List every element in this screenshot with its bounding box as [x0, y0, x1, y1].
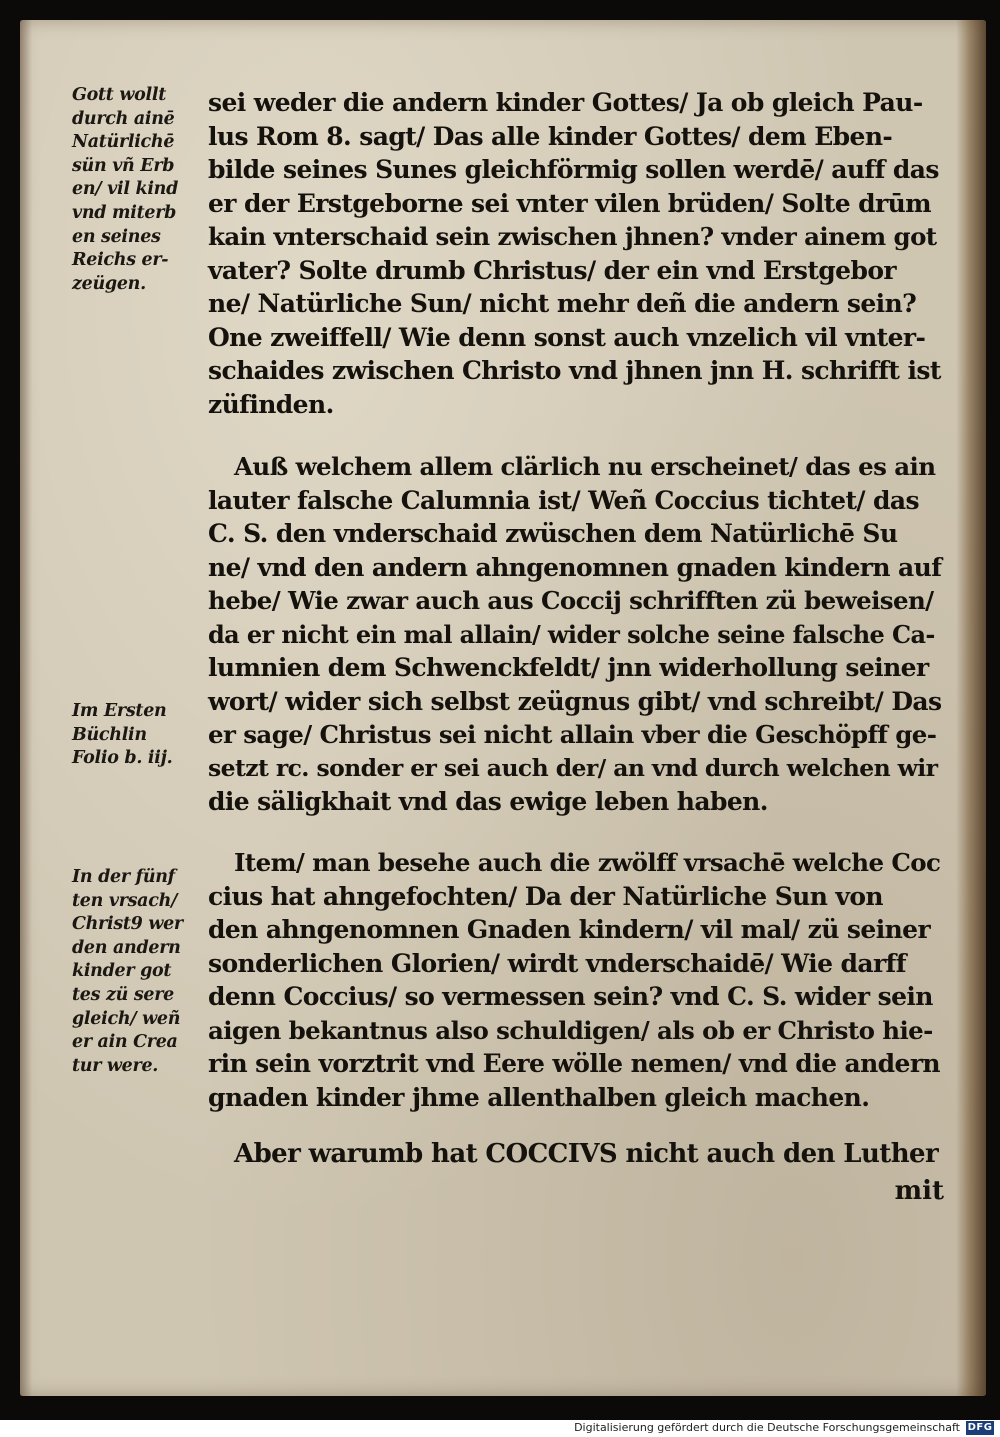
text-line: Auß welchem allem clärlich nu erscheinet/ das es ain — [234, 452, 936, 481]
paragraph-4 — [208, 1138, 943, 1172]
margin-note-line: den andern — [72, 937, 181, 958]
footer-credit: Digitalisierung gefördert durch die Deutsche Forschungsgemeinschaft — [574, 1421, 960, 1434]
text-line: setzt rc. sonder er sei auch der/ an vnd durch welchen wir — [208, 753, 938, 782]
text-line: lumnien dem Schwenckfeldt/ jnn widerhollung seiner — [208, 653, 929, 682]
margin-note-line: durch ainē — [72, 108, 175, 129]
margin-note-line: zeügen. — [72, 273, 146, 294]
text-line: wort/ wider sich selbst zeügnus gibt/ vnd schreibt/ Das — [208, 686, 942, 716]
text-line: Item/ man besehe auch die zwölff vrsachē welche Coc — [234, 848, 941, 877]
text-line: lauter falsche Calumnia ist/ Weñ Coccius tichtet/ das — [208, 485, 920, 515]
paragraph-2 — [208, 450, 943, 819]
margin-note-line: en/ vil kind — [72, 179, 179, 200]
margin-note-line: vnd miterb — [72, 202, 177, 223]
margin-note-line: sün vñ Erb — [72, 155, 175, 176]
text-line: aigen bekantnus also schuldigen/ als ob er Christo hie- — [208, 1015, 933, 1045]
margin-note-line: ten vrsach/ — [72, 890, 178, 911]
catchword: mit — [894, 1176, 944, 1206]
margin-note-line: Reichs er- — [72, 250, 169, 271]
margin-note-line: kinder got — [72, 961, 172, 982]
margin-note-3 — [72, 866, 202, 1078]
margin-note-line: In der fünf — [72, 867, 175, 887]
margin-note-line: tes zü sere — [72, 984, 174, 1005]
text-line: vater? Solte drumb Christus/ der ein vnd Erstgebor — [208, 255, 896, 285]
footer-bar — [0, 1420, 1000, 1437]
text-line: lus Rom 8. sagt/ Das alle kinder Gottes/ dem Eben- — [208, 121, 893, 151]
margin-note-line: Im Ersten — [72, 701, 167, 721]
text-line: den ahngenomnen Gnaden kindern/ vil mal/ zü seiner — [208, 915, 931, 944]
text-line: One zweiffell/ Wie denn sonst auch vnzelich vil vnter- — [208, 322, 926, 352]
text-line: bilde seines Sunes gleichförmig sollen werdē/ auff das — [208, 155, 939, 184]
text-line: ne/ vnd den andern ahngenomnen gnaden kindern auf — [208, 552, 942, 582]
text-line: da er nicht ein mal allain/ wider solche seine falsche Ca- — [208, 619, 935, 649]
text-line: ne/ Natürliche Sun/ nicht mehr deñ die andern sein? — [208, 289, 917, 318]
text-line: Aber warumb hat COCCIVS nicht auch den Luther — [234, 1139, 939, 1169]
margin-note-line: Folio b. iij. — [72, 748, 173, 769]
text-line: sonderlichen Glorien/ wirdt vnderschaidē/ Wie darff — [208, 948, 906, 978]
text-line: er der Erstgeborne sei vnter vilen brüden/ Solte drūm — [208, 188, 931, 218]
text-line: die säligkhait vnd das ewige leben haben. — [208, 787, 768, 816]
text-line: cius hat ahngefochten/ Da der Natürliche Sun von — [208, 881, 884, 911]
dfg-logo: DFG — [967, 1422, 993, 1433]
margin-note-line: Gott wollt — [72, 85, 166, 105]
paragraph-3 — [208, 846, 943, 1114]
page-fore-edge — [956, 20, 986, 1396]
margin-note-line: gleich/ weñ — [72, 1008, 181, 1029]
margin-note-line: tur were. — [72, 1055, 159, 1076]
margin-note-line: Natürlichē — [72, 132, 175, 153]
page-gutter-shadow — [20, 20, 32, 1396]
margin-note-line: Christ9 wer — [72, 914, 183, 935]
margin-note-2 — [72, 700, 202, 771]
text-line: gnaden kinder jhme allenthalben gleich machen. — [208, 1082, 870, 1112]
text-line: er sage/ Christus sei nicht allain vber die Geschöpff ge- — [208, 720, 937, 749]
text-line: denn Coccius/ so vermessen sein? vnd C. S. wider sein — [208, 982, 933, 1011]
text-line: hebe/ Wie zwar auch aus Coccij schrifften zü beweisen/ — [208, 586, 934, 615]
paragraph-1 — [208, 86, 943, 421]
text-line: sei weder die andern kinder Gottes/ Ja ob gleich Pau- — [208, 88, 923, 117]
margin-note-line: Büchlin — [72, 724, 147, 745]
text-line: kain vnterschaid sein zwischen jhnen? vnder ainem got — [208, 222, 937, 251]
margin-note-line: er ain Crea — [72, 1032, 178, 1053]
text-line: schaides zwischen Christo vnd jhnen jnn H. schrifft ist — [208, 356, 941, 385]
text-line: züfinden. — [208, 389, 334, 419]
text-line: rin sein vorztrit vnd Eere wölle nemen/ vnd die andern — [208, 1049, 941, 1078]
text-line: C. S. den vnderschaid zwüschen dem Natürlichē Su — [208, 519, 898, 548]
margin-note-line: en seines — [72, 226, 161, 247]
margin-note-1 — [72, 84, 202, 296]
